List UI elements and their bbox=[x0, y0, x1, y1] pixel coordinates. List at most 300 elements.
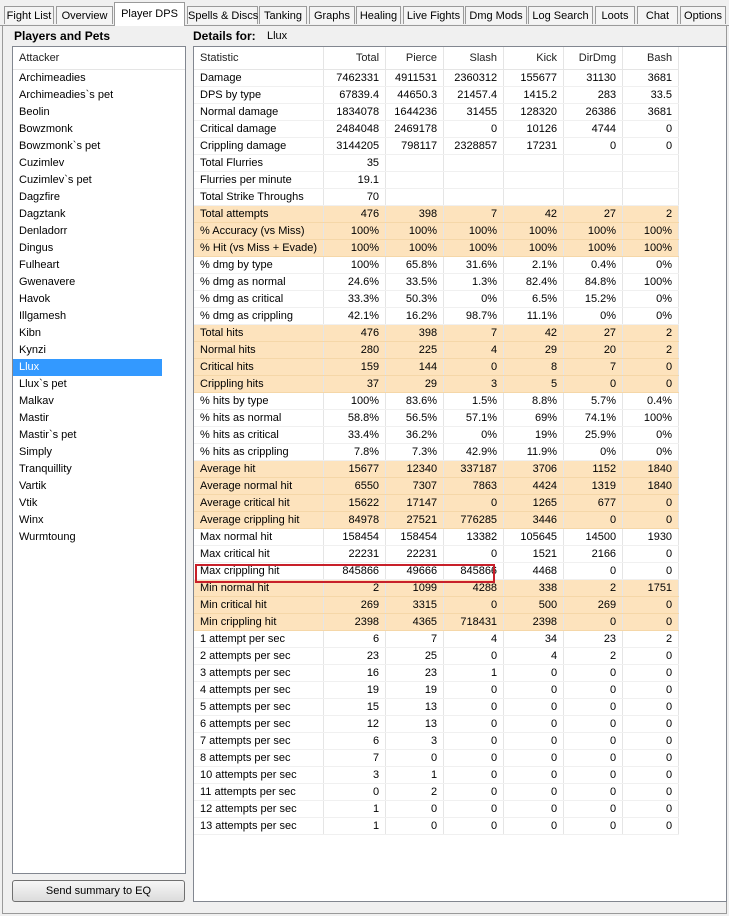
value-cell: 84978 bbox=[324, 512, 386, 529]
list-item[interactable]: Mastir bbox=[19, 412, 49, 424]
value-cell: 105645 bbox=[504, 529, 564, 546]
value-cell: 25 bbox=[386, 648, 444, 665]
table-row[interactable] bbox=[194, 495, 679, 512]
list-item[interactable]: Wurmtoung bbox=[19, 531, 76, 543]
value-cell: 0 bbox=[623, 784, 679, 801]
table-row[interactable] bbox=[194, 172, 679, 189]
value-cell: 3 bbox=[386, 733, 444, 750]
value-cell: 476 bbox=[324, 206, 386, 223]
value-cell: 100% bbox=[504, 223, 564, 240]
value-cell: 44650.3 bbox=[386, 87, 444, 104]
value-cell: 25.9% bbox=[564, 427, 623, 444]
value-cell: 0 bbox=[623, 376, 679, 393]
value-cell: 7.8% bbox=[324, 444, 386, 461]
value-cell: 16.2% bbox=[386, 308, 444, 325]
value-cell: 2 bbox=[623, 325, 679, 342]
value-cell: 128320 bbox=[504, 104, 564, 121]
value-cell: 100% bbox=[444, 223, 504, 240]
value-cell: 11.9% bbox=[504, 444, 564, 461]
value-cell: 3144205 bbox=[324, 138, 386, 155]
table-row[interactable] bbox=[194, 87, 679, 104]
table-row[interactable] bbox=[194, 155, 679, 172]
value-cell: 158454 bbox=[324, 529, 386, 546]
details-header-row bbox=[194, 47, 679, 70]
table-row[interactable] bbox=[194, 682, 679, 699]
value-cell: 0 bbox=[623, 563, 679, 580]
statistic-cell: Min crippling hit bbox=[194, 614, 324, 631]
value-cell: 3681 bbox=[623, 104, 679, 121]
value-cell bbox=[504, 189, 564, 206]
tab-loots[interactable]: Loots bbox=[595, 6, 635, 24]
statistic-cell: % dmg as normal bbox=[194, 274, 324, 291]
list-item[interactable]: Dingus bbox=[19, 242, 54, 254]
value-cell: 0 bbox=[386, 801, 444, 818]
tab-overview[interactable]: Overview bbox=[56, 6, 113, 24]
value-cell: 11.1% bbox=[504, 308, 564, 325]
table-row[interactable] bbox=[194, 665, 679, 682]
statistic-cell: Crippling hits bbox=[194, 376, 324, 393]
statistic-cell: Total hits bbox=[194, 325, 324, 342]
value-cell: 33.5 bbox=[623, 87, 679, 104]
table-row[interactable] bbox=[194, 733, 679, 750]
value-cell: 42 bbox=[504, 206, 564, 223]
value-cell: 7462331 bbox=[324, 70, 386, 87]
table-row[interactable] bbox=[194, 597, 679, 614]
value-cell: 3446 bbox=[504, 512, 564, 529]
table-row[interactable] bbox=[194, 563, 679, 580]
value-cell: 19.1 bbox=[324, 172, 386, 189]
value-cell: 36.2% bbox=[386, 427, 444, 444]
value-cell: 22231 bbox=[386, 546, 444, 563]
value-cell: 0 bbox=[623, 682, 679, 699]
value-cell bbox=[504, 172, 564, 189]
value-cell: 2166 bbox=[564, 546, 623, 563]
value-cell: 0 bbox=[444, 699, 504, 716]
value-cell: 24.6% bbox=[324, 274, 386, 291]
table-row[interactable] bbox=[194, 461, 679, 478]
table-row[interactable] bbox=[194, 104, 679, 121]
list-item[interactable]: Bowzmonk bbox=[19, 123, 73, 135]
value-cell: 19 bbox=[324, 682, 386, 699]
value-cell: 0 bbox=[504, 801, 564, 818]
table-row[interactable] bbox=[194, 206, 679, 223]
table-row[interactable] bbox=[194, 427, 679, 444]
value-cell: 4 bbox=[504, 648, 564, 665]
value-cell: 155677 bbox=[504, 70, 564, 87]
list-item[interactable]: Gwenavere bbox=[19, 276, 76, 288]
tab-options[interactable]: Options bbox=[680, 6, 726, 24]
value-cell: 0 bbox=[504, 733, 564, 750]
value-cell: 0 bbox=[444, 359, 504, 376]
list-item[interactable]: Vtik bbox=[19, 497, 38, 509]
statistic-cell: Average crippling hit bbox=[194, 512, 324, 529]
value-cell: 42.1% bbox=[324, 308, 386, 325]
value-cell: 13382 bbox=[444, 529, 504, 546]
statistic-cell: % hits as critical bbox=[194, 427, 324, 444]
statistic-cell: Max crippling hit bbox=[194, 563, 324, 580]
table-row[interactable] bbox=[194, 223, 679, 240]
column-header-dirdmg[interactable]: DirDmg bbox=[564, 47, 623, 70]
value-cell: 100% bbox=[386, 223, 444, 240]
value-cell: 0 bbox=[623, 767, 679, 784]
table-row[interactable] bbox=[194, 546, 679, 563]
value-cell bbox=[386, 172, 444, 189]
value-cell: 0 bbox=[444, 648, 504, 665]
value-cell: 15622 bbox=[324, 495, 386, 512]
value-cell: 7 bbox=[444, 206, 504, 223]
attacker-column-header[interactable]: Attacker bbox=[13, 47, 185, 70]
table-row[interactable] bbox=[194, 716, 679, 733]
statistic-cell: 13 attempts per sec bbox=[194, 818, 324, 835]
value-cell: 7 bbox=[324, 750, 386, 767]
column-header-pierce[interactable]: Pierce bbox=[386, 47, 444, 70]
table-row[interactable] bbox=[194, 376, 679, 393]
statistic-cell: % Accuracy (vs Miss) bbox=[194, 223, 324, 240]
table-row[interactable] bbox=[194, 410, 679, 427]
value-cell: 100% bbox=[324, 257, 386, 274]
value-cell: 0 bbox=[623, 495, 679, 512]
value-cell: 0% bbox=[623, 444, 679, 461]
value-cell: 2360312 bbox=[444, 70, 504, 87]
list-item[interactable]: Fulheart bbox=[19, 259, 60, 271]
list-item[interactable]: Mastir`s pet bbox=[19, 429, 77, 441]
value-cell: 0 bbox=[504, 818, 564, 835]
statistic-cell: 2 attempts per sec bbox=[194, 648, 324, 665]
value-cell: 3 bbox=[324, 767, 386, 784]
column-header-slash[interactable]: Slash bbox=[444, 47, 504, 70]
value-cell: 2398 bbox=[324, 614, 386, 631]
value-cell: 0 bbox=[564, 733, 623, 750]
list-item[interactable]: Archimeadies`s pet bbox=[19, 89, 114, 101]
statistic-cell: Critical damage bbox=[194, 121, 324, 138]
tab-live-fights[interactable]: Live Fights bbox=[403, 6, 464, 24]
value-cell: 225 bbox=[386, 342, 444, 359]
value-cell: 0 bbox=[623, 818, 679, 835]
value-cell: 100% bbox=[623, 223, 679, 240]
value-cell: 0 bbox=[324, 784, 386, 801]
value-cell: 42.9% bbox=[444, 444, 504, 461]
list-item[interactable]: Illgamesh bbox=[19, 310, 67, 322]
value-cell: 27 bbox=[564, 206, 623, 223]
value-cell: 0 bbox=[444, 801, 504, 818]
statistic-cell: Damage bbox=[194, 70, 324, 87]
value-cell: 338 bbox=[504, 580, 564, 597]
table-row[interactable] bbox=[194, 189, 679, 206]
value-cell: 19 bbox=[386, 682, 444, 699]
statistic-cell: % Hit (vs Miss + Evade) bbox=[194, 240, 324, 257]
value-cell: 0% bbox=[623, 291, 679, 308]
value-cell: 14500 bbox=[564, 529, 623, 546]
statistic-cell: 7 attempts per sec bbox=[194, 733, 324, 750]
value-cell: 0 bbox=[564, 767, 623, 784]
value-cell: 1415.2 bbox=[504, 87, 564, 104]
table-row[interactable] bbox=[194, 274, 679, 291]
value-cell: 0% bbox=[623, 308, 679, 325]
value-cell: 69% bbox=[504, 410, 564, 427]
value-cell: 158454 bbox=[386, 529, 444, 546]
value-cell: 2 bbox=[324, 580, 386, 597]
table-row[interactable] bbox=[194, 444, 679, 461]
table-row[interactable] bbox=[194, 342, 679, 359]
statistic-cell: Total Strike Throughs bbox=[194, 189, 324, 206]
table-row[interactable] bbox=[194, 580, 679, 597]
value-cell: 0 bbox=[623, 648, 679, 665]
value-cell: 1 bbox=[324, 818, 386, 835]
value-cell: 0 bbox=[564, 682, 623, 699]
value-cell: 65.8% bbox=[386, 257, 444, 274]
tab-player-dps[interactable]: Player DPS bbox=[114, 2, 185, 26]
value-cell: 15 bbox=[324, 699, 386, 716]
tab-tanking[interactable]: Tanking bbox=[259, 6, 307, 24]
tab-healing[interactable]: Healing bbox=[356, 6, 401, 24]
statistic-cell: Flurries per minute bbox=[194, 172, 324, 189]
list-item[interactable]: Vartik bbox=[19, 480, 47, 492]
tab-log-search[interactable]: Log Search bbox=[528, 6, 593, 24]
list-item[interactable]: Llux`s pet bbox=[19, 378, 67, 390]
value-cell: 0 bbox=[564, 563, 623, 580]
value-cell: 17147 bbox=[386, 495, 444, 512]
table-row[interactable] bbox=[194, 699, 679, 716]
value-cell: 34 bbox=[504, 631, 564, 648]
value-cell: 5 bbox=[504, 376, 564, 393]
value-cell: 0% bbox=[444, 291, 504, 308]
value-cell: 2 bbox=[623, 342, 679, 359]
table-row[interactable] bbox=[194, 767, 679, 784]
list-item[interactable]: Kibn bbox=[19, 327, 42, 339]
value-cell: 2 bbox=[564, 648, 623, 665]
value-cell bbox=[623, 155, 679, 172]
value-cell: 0 bbox=[504, 750, 564, 767]
value-cell: 23 bbox=[324, 648, 386, 665]
statistic-cell: % hits as crippling bbox=[194, 444, 324, 461]
tab-dmg-mods[interactable]: Dmg Mods bbox=[465, 6, 527, 24]
table-row[interactable] bbox=[194, 291, 679, 308]
value-cell: 1152 bbox=[564, 461, 623, 478]
list-item[interactable]: Tranquillity bbox=[19, 463, 72, 475]
value-cell: 0 bbox=[504, 716, 564, 733]
statistic-cell: Total attempts bbox=[194, 206, 324, 223]
value-cell: 17231 bbox=[504, 138, 564, 155]
table-row[interactable] bbox=[194, 614, 679, 631]
statistic-cell: 10 attempts per sec bbox=[194, 767, 324, 784]
value-cell: 0 bbox=[504, 784, 564, 801]
value-cell: 100% bbox=[623, 410, 679, 427]
tab-graphs[interactable]: Graphs bbox=[309, 6, 355, 24]
list-item[interactable]: Cuzimlev`s pet bbox=[19, 174, 92, 186]
list-item[interactable]: Malkav bbox=[19, 395, 54, 407]
value-cell: 0 bbox=[564, 801, 623, 818]
value-cell: 35 bbox=[324, 155, 386, 172]
value-cell: 1 bbox=[386, 767, 444, 784]
value-cell: 0 bbox=[504, 767, 564, 784]
value-cell bbox=[564, 172, 623, 189]
column-header-statistic[interactable]: Statistic bbox=[194, 47, 324, 70]
table-row[interactable] bbox=[194, 308, 679, 325]
list-item[interactable]: Cuzimlev bbox=[19, 157, 65, 169]
list-item[interactable]: Beolin bbox=[19, 106, 50, 118]
column-header-total[interactable]: Total bbox=[324, 47, 386, 70]
tab-chat[interactable]: Chat bbox=[637, 6, 678, 24]
table-row[interactable] bbox=[194, 631, 679, 648]
statistic-cell: % dmg as critical bbox=[194, 291, 324, 308]
list-item[interactable]: Bowzmonk`s pet bbox=[19, 140, 101, 152]
value-cell bbox=[386, 155, 444, 172]
tab-spells-discs[interactable]: Spells & Discs bbox=[187, 6, 258, 24]
value-cell: 4365 bbox=[386, 614, 444, 631]
statistic-cell: Average critical hit bbox=[194, 495, 324, 512]
value-cell: 0 bbox=[623, 597, 679, 614]
value-cell: 0 bbox=[444, 682, 504, 699]
list-item[interactable]: Dagzfire bbox=[19, 191, 60, 203]
value-cell: 70 bbox=[324, 189, 386, 206]
value-cell: 0 bbox=[623, 716, 679, 733]
table-row[interactable] bbox=[194, 478, 679, 495]
value-cell: 0 bbox=[623, 138, 679, 155]
value-cell: 33.4% bbox=[324, 427, 386, 444]
statistic-cell: 4 attempts per sec bbox=[194, 682, 324, 699]
value-cell: 2328857 bbox=[444, 138, 504, 155]
value-cell: 33.5% bbox=[386, 274, 444, 291]
value-cell: 22231 bbox=[324, 546, 386, 563]
value-cell: 3 bbox=[444, 376, 504, 393]
value-cell: 500 bbox=[504, 597, 564, 614]
value-cell: 6.5% bbox=[504, 291, 564, 308]
table-row[interactable] bbox=[194, 359, 679, 376]
value-cell bbox=[444, 189, 504, 206]
value-cell: 0% bbox=[623, 257, 679, 274]
value-cell: 2 bbox=[623, 206, 679, 223]
table-row[interactable] bbox=[194, 512, 679, 529]
table-row[interactable] bbox=[194, 648, 679, 665]
value-cell: 100% bbox=[504, 240, 564, 257]
value-cell: 0 bbox=[564, 818, 623, 835]
value-cell: 6550 bbox=[324, 478, 386, 495]
list-item[interactable]: Dagztank bbox=[19, 208, 66, 220]
table-row[interactable] bbox=[194, 801, 679, 818]
value-cell: 2469178 bbox=[386, 121, 444, 138]
table-row[interactable] bbox=[194, 70, 679, 87]
value-cell: 0 bbox=[623, 359, 679, 376]
details-grid[interactable] bbox=[193, 46, 727, 902]
value-cell: 0% bbox=[564, 308, 623, 325]
tab-strip bbox=[0, 0, 729, 26]
value-cell: 100% bbox=[324, 240, 386, 257]
value-cell: 13 bbox=[386, 699, 444, 716]
table-row[interactable] bbox=[194, 818, 679, 835]
value-cell: 0 bbox=[444, 733, 504, 750]
value-cell: 1840 bbox=[623, 461, 679, 478]
value-cell: 2 bbox=[623, 631, 679, 648]
value-cell: 49666 bbox=[386, 563, 444, 580]
value-cell: 10126 bbox=[504, 121, 564, 138]
value-cell: 31455 bbox=[444, 104, 504, 121]
column-header-kick[interactable]: Kick bbox=[504, 47, 564, 70]
table-row[interactable] bbox=[194, 257, 679, 274]
value-cell: 0 bbox=[564, 699, 623, 716]
value-cell: 283 bbox=[564, 87, 623, 104]
value-cell: 84.8% bbox=[564, 274, 623, 291]
value-cell: 0 bbox=[564, 750, 623, 767]
value-cell: 0 bbox=[564, 784, 623, 801]
table-row[interactable] bbox=[194, 784, 679, 801]
value-cell: 31.6% bbox=[444, 257, 504, 274]
value-cell: 0 bbox=[623, 512, 679, 529]
value-cell: 269 bbox=[324, 597, 386, 614]
list-item[interactable]: Denladorr bbox=[19, 225, 68, 237]
list-item[interactable]: Kynzi bbox=[19, 344, 46, 356]
value-cell: 42 bbox=[504, 325, 564, 342]
value-cell: 0.4% bbox=[623, 393, 679, 410]
value-cell: 337187 bbox=[444, 461, 504, 478]
value-cell: 144 bbox=[386, 359, 444, 376]
value-cell: 4 bbox=[444, 631, 504, 648]
value-cell: 13 bbox=[386, 716, 444, 733]
value-cell: 0.4% bbox=[564, 257, 623, 274]
list-item[interactable]: Llux bbox=[13, 359, 162, 376]
value-cell: 100% bbox=[444, 240, 504, 257]
list-item[interactable]: Archimeadies bbox=[19, 72, 86, 84]
value-cell: 33.3% bbox=[324, 291, 386, 308]
value-cell: 845866 bbox=[324, 563, 386, 580]
list-item[interactable]: Simply bbox=[19, 446, 53, 458]
value-cell: 4911531 bbox=[386, 70, 444, 87]
table-row[interactable] bbox=[194, 325, 679, 342]
statistic-cell: Average normal hit bbox=[194, 478, 324, 495]
value-cell: 15677 bbox=[324, 461, 386, 478]
value-cell: 2 bbox=[564, 580, 623, 597]
value-cell: 100% bbox=[386, 240, 444, 257]
column-header-bash[interactable]: Bash bbox=[623, 47, 679, 70]
value-cell: 50.3% bbox=[386, 291, 444, 308]
table-row[interactable] bbox=[194, 529, 679, 546]
value-cell: 26386 bbox=[564, 104, 623, 121]
value-cell: 0% bbox=[623, 427, 679, 444]
statistic-cell: Max critical hit bbox=[194, 546, 324, 563]
value-cell: 3681 bbox=[623, 70, 679, 87]
value-cell: 27 bbox=[564, 325, 623, 342]
list-item[interactable]: Winx bbox=[19, 514, 44, 526]
statistic-cell: Min critical hit bbox=[194, 597, 324, 614]
value-cell: 2.1% bbox=[504, 257, 564, 274]
details-table bbox=[194, 47, 679, 835]
value-cell: 0 bbox=[504, 699, 564, 716]
statistic-cell: Crippling damage bbox=[194, 138, 324, 155]
value-cell: 29 bbox=[386, 376, 444, 393]
value-cell: 1.3% bbox=[444, 274, 504, 291]
table-row[interactable] bbox=[194, 750, 679, 767]
players-list[interactable] bbox=[12, 46, 186, 874]
statistic-cell: Normal damage bbox=[194, 104, 324, 121]
statistic-cell: 12 attempts per sec bbox=[194, 801, 324, 818]
table-row[interactable] bbox=[194, 393, 679, 410]
value-cell: 0 bbox=[564, 512, 623, 529]
tab-fight-list[interactable]: Fight List bbox=[4, 6, 54, 24]
value-cell: 0 bbox=[564, 376, 623, 393]
send-summary-button[interactable]: Send summary to EQ bbox=[12, 880, 185, 902]
value-cell: 4424 bbox=[504, 478, 564, 495]
table-row[interactable] bbox=[194, 138, 679, 155]
value-cell: 2 bbox=[386, 784, 444, 801]
table-row[interactable] bbox=[194, 240, 679, 257]
value-cell: 0 bbox=[444, 784, 504, 801]
value-cell bbox=[444, 172, 504, 189]
value-cell: 27521 bbox=[386, 512, 444, 529]
value-cell: 100% bbox=[564, 240, 623, 257]
list-item[interactable]: Havok bbox=[19, 293, 51, 305]
table-row[interactable] bbox=[194, 121, 679, 138]
statistic-cell: % dmg by type bbox=[194, 257, 324, 274]
statistic-cell: 3 attempts per sec bbox=[194, 665, 324, 682]
